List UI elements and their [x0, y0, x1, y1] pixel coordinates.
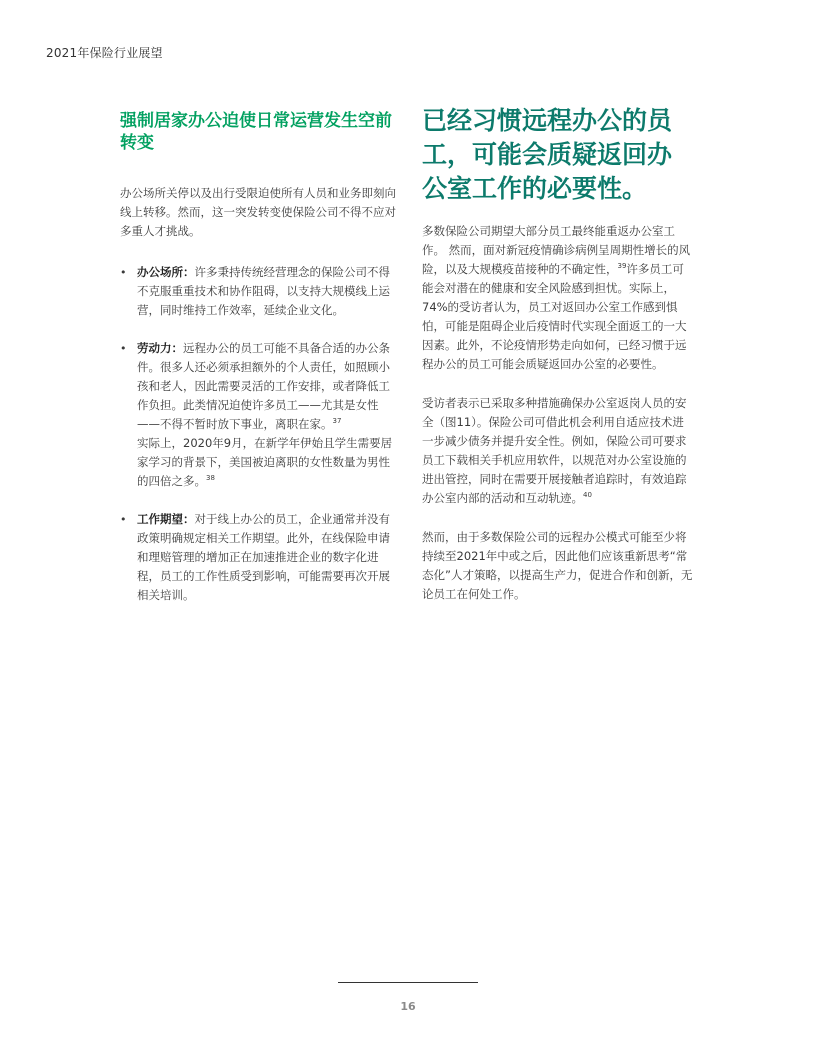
- footnote-ref: 38: [206, 474, 215, 483]
- bullet-text: 远程办公的员工可能不具备合适的办公条件。很多人还必须承担额外的个人责任，如照顾小孩和老人，因此需要灵活的工作安排，或者降低工作负担。此类情况迫使许多员工——尤其是女性——不得不暂时放下事业，离职在家。: [137, 341, 390, 431]
- body-paragraph-3: 然而，由于多数保险公司的远程办公模式可能至少将持续至2021年中或之后，因此他们应该重新思考“常态化”人才策略，以提高生产力，促进合作和创新，无论员工在何处工作。: [422, 530, 693, 601]
- intro-paragraph: 办公场所关停以及出行受限迫使所有人员和业务即刻向线上转移。然而，这一突发转变使保险公司不得不应对多重人才挑战。: [120, 186, 396, 238]
- right-column: [422, 104, 694, 604]
- footer-divider: [338, 982, 478, 983]
- body-paragraph-1: [422, 222, 694, 374]
- footnote-ref: 39: [617, 262, 627, 271]
- bullet-term: 工作期望：: [137, 512, 195, 526]
- bullet-item-expectations: [120, 510, 398, 605]
- bullet-list: [120, 263, 398, 605]
- bullet-item-workplace: [120, 263, 398, 320]
- pull-quote-heading: 已经习惯远程办公的员工，可能会质疑返回办公室工作的必要性。: [422, 106, 673, 203]
- body-text: 许多员工可能会对潜在的健康和安全风险感到担忧。实际上，74%的受访者认为，员工对返回办公室工作感到惧怕，可能是阻碍企业后疫情时代实现全面返工的一大因素。此外，不论疫情形势走向如何，已经习惯于远程办公的员工可能会质疑返回办公室的必要性。: [422, 262, 687, 371]
- body-text: 受访者表示已采取多种措施确保办公室返岗人员的安全（图11）。保险公司可借此机会利用自适应技术进一步减少债务并提升安全性。例如，保险公司可要求员工下载相关手机应用软件，以规范对办公室设施的进出管控，同时在需要开展接触者追踪时，有效追踪办公室内部的活动和互动轨迹。: [422, 396, 687, 505]
- footnote-ref: 40: [583, 491, 592, 500]
- bullet-dot-icon: •: [120, 266, 127, 279]
- bullet-term: 劳动力：: [137, 341, 183, 355]
- body-paragraph-2: [422, 394, 694, 508]
- bullet-dot-icon: •: [120, 342, 127, 355]
- bullet-text: 对于线上办公的员工，企业通常并没有政策明确规定相关工作期望。此外，在线保险申请和理赔管理的增加正在加速推进企业的数字化进程，员工的工作性质受到影响，可能需要再次开展相关培训。: [137, 512, 390, 602]
- bullet-term: 办公场所：: [137, 265, 195, 279]
- bullet-text: 许多秉持传统经营理念的保险公司不得不克服重重技术和协作阻碍，以支持大规模线上运营，同时维持工作效率，延续企业文化。: [137, 265, 390, 317]
- bullet-text-continued: 实际上，2020年9月，在新学年伊始且学生需要居家学习的背景下，美国被迫离职的女性数量为男性的四倍之多。: [137, 436, 393, 488]
- running-header: 2021年保险行业展望: [46, 46, 163, 60]
- page-number: 16: [400, 1000, 416, 1013]
- section-heading: 强制居家办公迫使日常运营发生空前转变: [120, 111, 392, 153]
- left-column: [120, 110, 398, 624]
- bullet-item-workforce: [120, 339, 398, 491]
- body-text: 多数保险公司期望大部分员工最终能重返办公室工作。 然而，面对新冠疫情确诊病例呈周期性增长的风险，以及大规模疫苗接种的不确定性，: [422, 224, 691, 276]
- bullet-dot-icon: •: [120, 513, 127, 526]
- footnote-ref: 37: [332, 417, 342, 426]
